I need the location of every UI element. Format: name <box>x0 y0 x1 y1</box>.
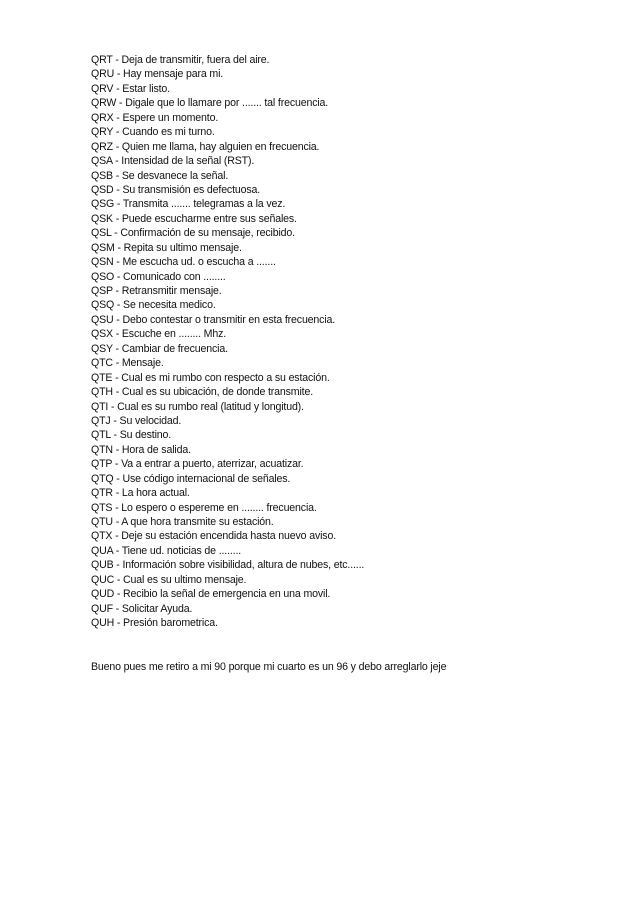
q-code-line: QTJ - Su velocidad. <box>91 414 182 427</box>
q-code-line: QUH - Presión barometrica. <box>91 617 218 630</box>
q-code-line: QTQ - Use código internacional de señales. <box>91 472 291 485</box>
q-code-line: QUD - Recibio la señal de emergencia en una movil. <box>91 588 331 601</box>
q-code-line: QTC - Mensaje. <box>91 357 164 370</box>
q-code-line: QRX - Espere un momento. <box>91 111 219 124</box>
q-code-line: QSQ - Se necesita medico. <box>91 299 216 312</box>
q-code-line: QTE - Cual es mi rumbo con respecto a su estación. <box>91 371 330 384</box>
q-code-line: QUC - Cual es su ultimo mensaje. <box>91 573 247 586</box>
q-code-line: QSU - Debo contestar o transmitir en esta frecuencia. <box>91 313 336 326</box>
q-code-line: QSP - Retransmitir mensaje. <box>91 285 222 297</box>
q-code-line: QTS - Lo espero o espereme en ........ frecuencia. <box>91 501 317 514</box>
q-code-line: QTR - La hora actual. <box>91 487 190 500</box>
q-code-line: QTU - A que hora transmite su estación. <box>91 516 274 528</box>
q-code-line: QUA - Tiene ud. noticias de ........ <box>91 544 242 557</box>
q-code-line: QSG - Transmita ....... telegramas a la vez. <box>91 198 286 211</box>
q-code-line: QSM - Repita su ultimo mensaje. <box>91 241 242 254</box>
q-code-line: QSA - Intensidad de la señal (RST). <box>91 155 255 168</box>
q-code-line: QTX - Deje su estación encendida hasta nuevo aviso. <box>91 530 336 543</box>
document-body <box>91 53 611 674</box>
q-code-line: QTL - Su destino. <box>91 429 172 442</box>
q-code-list <box>91 53 611 631</box>
q-code-line: QRW - Digale que lo llamare por ....... tal frecuencia. <box>91 97 329 110</box>
q-code-line: QSL - Confirmación de su mensaje, recibido. <box>91 227 295 240</box>
q-code-line: QUB - Información sobre visibilidad, altura de nubes, etc...... <box>91 559 365 572</box>
q-code-line: QTN - Hora de salida. <box>91 443 191 456</box>
q-code-line: QSB - Se desvanece la señal. <box>91 169 229 182</box>
q-code-line: QSK - Puede escucharme entre sus señales. <box>91 212 297 225</box>
q-code-line: QTP - Va a entrar a puerto, aterrizar, acuatizar. <box>91 458 304 471</box>
q-code-line: QRT - Deja de transmitir, fuera del aire. <box>91 54 270 66</box>
closing-paragraph: Bueno pues me retiro a mi 90 porque mi cuarto es un 96 y debo arreglarlo jeje <box>91 660 447 673</box>
q-code-line: QTH - Cual es su ubicación, de donde transmite. <box>91 386 314 399</box>
q-code-line: QRZ - Quien me llama, hay alguien en frecuencia. <box>91 140 320 153</box>
q-code-line: QUF - Solicitar Ayuda. <box>91 602 193 615</box>
q-code-line: QSO - Comunicado con ........ <box>91 270 226 283</box>
q-code-line: QSY - Cambiar de frecuencia. <box>91 342 228 355</box>
q-code-line: QRY - Cuando es mi turno. <box>91 126 215 139</box>
q-code-line: QSN - Me escucha ud. o escucha a ....... <box>91 256 276 269</box>
q-code-line: QRV - Estar listo. <box>91 82 170 95</box>
q-code-line: QTI - Cual es su rumbo real (latitud y longitud). <box>91 400 304 413</box>
q-code-line: QRU - Hay mensaje para mi. <box>91 68 224 81</box>
q-code-line: QSD - Su transmisión es defectuosa. <box>91 183 261 196</box>
q-code-line: QSX - Escuche en ........ Mhz. <box>91 328 227 341</box>
